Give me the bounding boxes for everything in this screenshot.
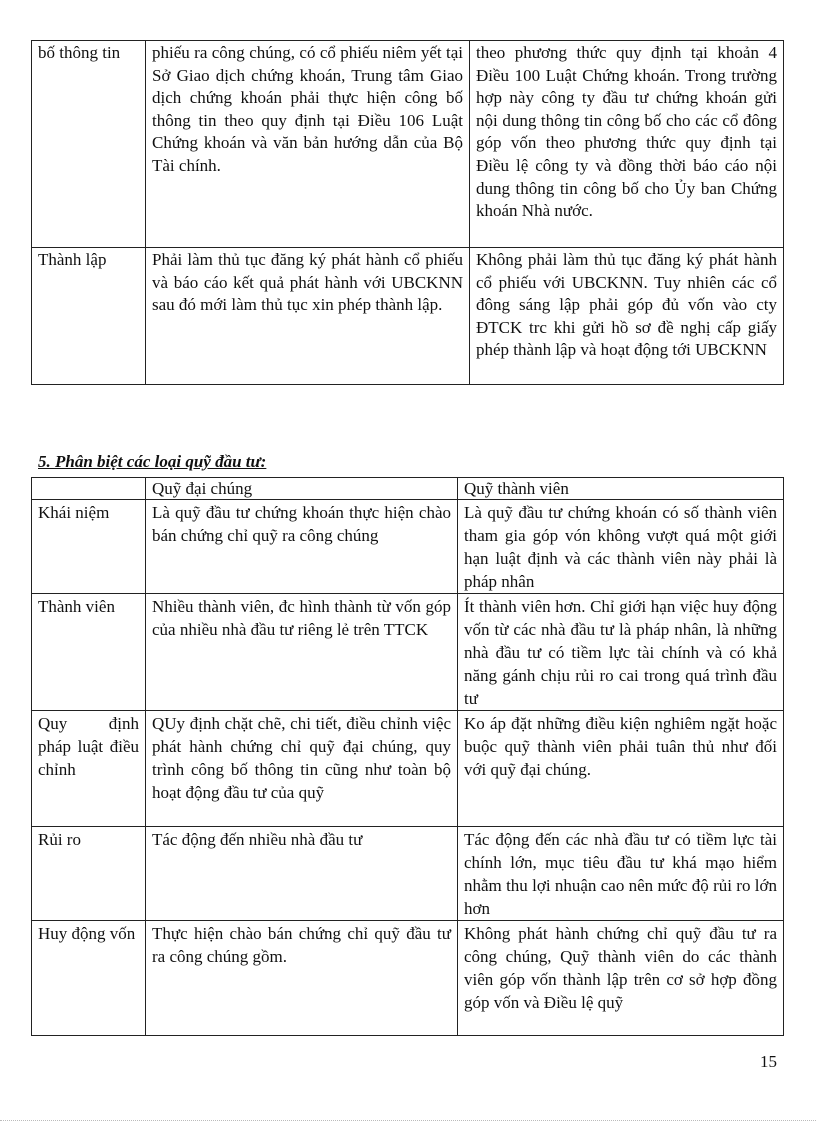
row-label: Quy định pháp luật điều chỉnh bbox=[32, 711, 146, 827]
table-row bbox=[32, 827, 784, 921]
page-bottom-divider bbox=[0, 1120, 816, 1121]
fund-comparison-table bbox=[31, 477, 784, 1036]
public-company-cell: Phải làm thủ tục đăng ký phát hành cổ phiếu và báo cáo kết quả phát hành với UBCKNN sau đó mới làm thủ tục xin phép thành lập. bbox=[146, 248, 470, 385]
investment-company-table bbox=[31, 40, 784, 385]
table-row bbox=[32, 921, 784, 1036]
public-fund-cell: QUy định chặt chẽ, chi tiết, điều chỉnh việc phát hành chứng chỉ quỹ đại chúng, quy trình công bố thông tin cũng như toàn bộ hoạt động đầu tư của quỹ bbox=[146, 711, 458, 827]
table-row bbox=[32, 711, 784, 827]
table-header-row bbox=[32, 478, 784, 500]
section-title: 5. Phân biệt các loại quỹ đầu tư: bbox=[38, 452, 267, 471]
public-fund-cell: Tác động đến nhiều nhà đầu tư bbox=[146, 827, 458, 921]
page-number: 15 bbox=[760, 1052, 777, 1071]
public-fund-cell: Thực hiện chào bán chứng chỉ quỹ đầu tư ra công chúng gồm. bbox=[146, 921, 458, 1036]
public-company-cell: phiếu ra công chúng, có cổ phiếu niêm yết tại Sở Giao dịch chứng khoán, Trung tâm Giao dịch chứng khoán phải thực hiện công bố thông tin theo quy định tại Điều 106 Luật Chứng khoán và văn bản hướng dẫn của Bộ Tài chính. bbox=[146, 41, 470, 248]
header-member-fund: Quỹ thành viên bbox=[458, 478, 784, 500]
row-label: Rủi ro bbox=[32, 827, 146, 921]
row-label: Khái niệm bbox=[32, 500, 146, 594]
member-company-cell: Không phải làm thủ tục đăng ký phát hành cổ phiếu với UBCKNN. Tuy nhiên các cổ đông sáng lập phải góp đủ vốn vào cty ĐTCK trc khi gửi hồ sơ đề nghị cấp giấy phép thành lập và hoạt động tới UBCKNN bbox=[470, 248, 784, 385]
row-label: Thành viên bbox=[32, 594, 146, 711]
table-row bbox=[32, 500, 784, 594]
public-fund-cell: Nhiều thành viên, đc hình thành từ vốn góp của nhiều nhà đầu tư riêng lẻ trên TTCK bbox=[146, 594, 458, 711]
public-fund-cell: Là quỹ đầu tư chứng khoán thực hiện chào bán chứng chỉ quỹ ra công chúng bbox=[146, 500, 458, 594]
member-fund-cell: Ko áp đặt những điều kiện nghiêm ngặt hoặc buộc quỹ thành viên phải tuân thủ như đối với quỹ đại chúng. bbox=[458, 711, 784, 827]
member-company-cell: theo phương thức quy định tại khoản 4 Điều 100 Luật Chứng khoán. Trong trường hợp này công ty đầu tư chứng khoán gửi nội dung thông tin công bố cho các cổ đông góp vốn theo phương thức quy định tại Điều lệ công ty và đồng thời báo cáo nội dung thông tin công bố cho Ủy ban Chứng khoán Nhà nước. bbox=[470, 41, 784, 248]
table-row bbox=[32, 248, 784, 385]
header-public-fund: Quỹ đại chúng bbox=[146, 478, 458, 500]
header-empty-cell bbox=[32, 478, 146, 500]
member-fund-cell: Là quỹ đầu tư chứng khoán có số thành viên tham gia góp vón không vượt quá một giới hạn luật định và các thành viên này phải là pháp nhân bbox=[458, 500, 784, 594]
member-fund-cell: Không phát hành chứng chỉ quỹ đầu tư ra công chúng, Quỹ thành viên do các thành viên góp vốn thành lập trên cơ sở hợp đồng góp vốn và Điều lệ quỹ bbox=[458, 921, 784, 1036]
row-label: Thành lập bbox=[32, 248, 146, 385]
row-label: Huy động vốn bbox=[32, 921, 146, 1036]
member-fund-cell: Tác động đến các nhà đầu tư có tiềm lực tài chính lớn, mục tiêu đầu tư khá mạo hiểm nhằm thu lợi nhuận cao nên mức độ rủi ro lớn hơn bbox=[458, 827, 784, 921]
row-label: bố thông tin bbox=[32, 41, 146, 248]
table-row bbox=[32, 594, 784, 711]
table-row bbox=[32, 41, 784, 248]
member-fund-cell: Ít thành viên hơn. Chỉ giới hạn việc huy động vốn từ các nhà đầu tư là pháp nhân, là những nhà đầu tư có tiềm lực tài chính và có khả năng gánh chịu rủi ro cai trong quá trình đầu tư bbox=[458, 594, 784, 711]
